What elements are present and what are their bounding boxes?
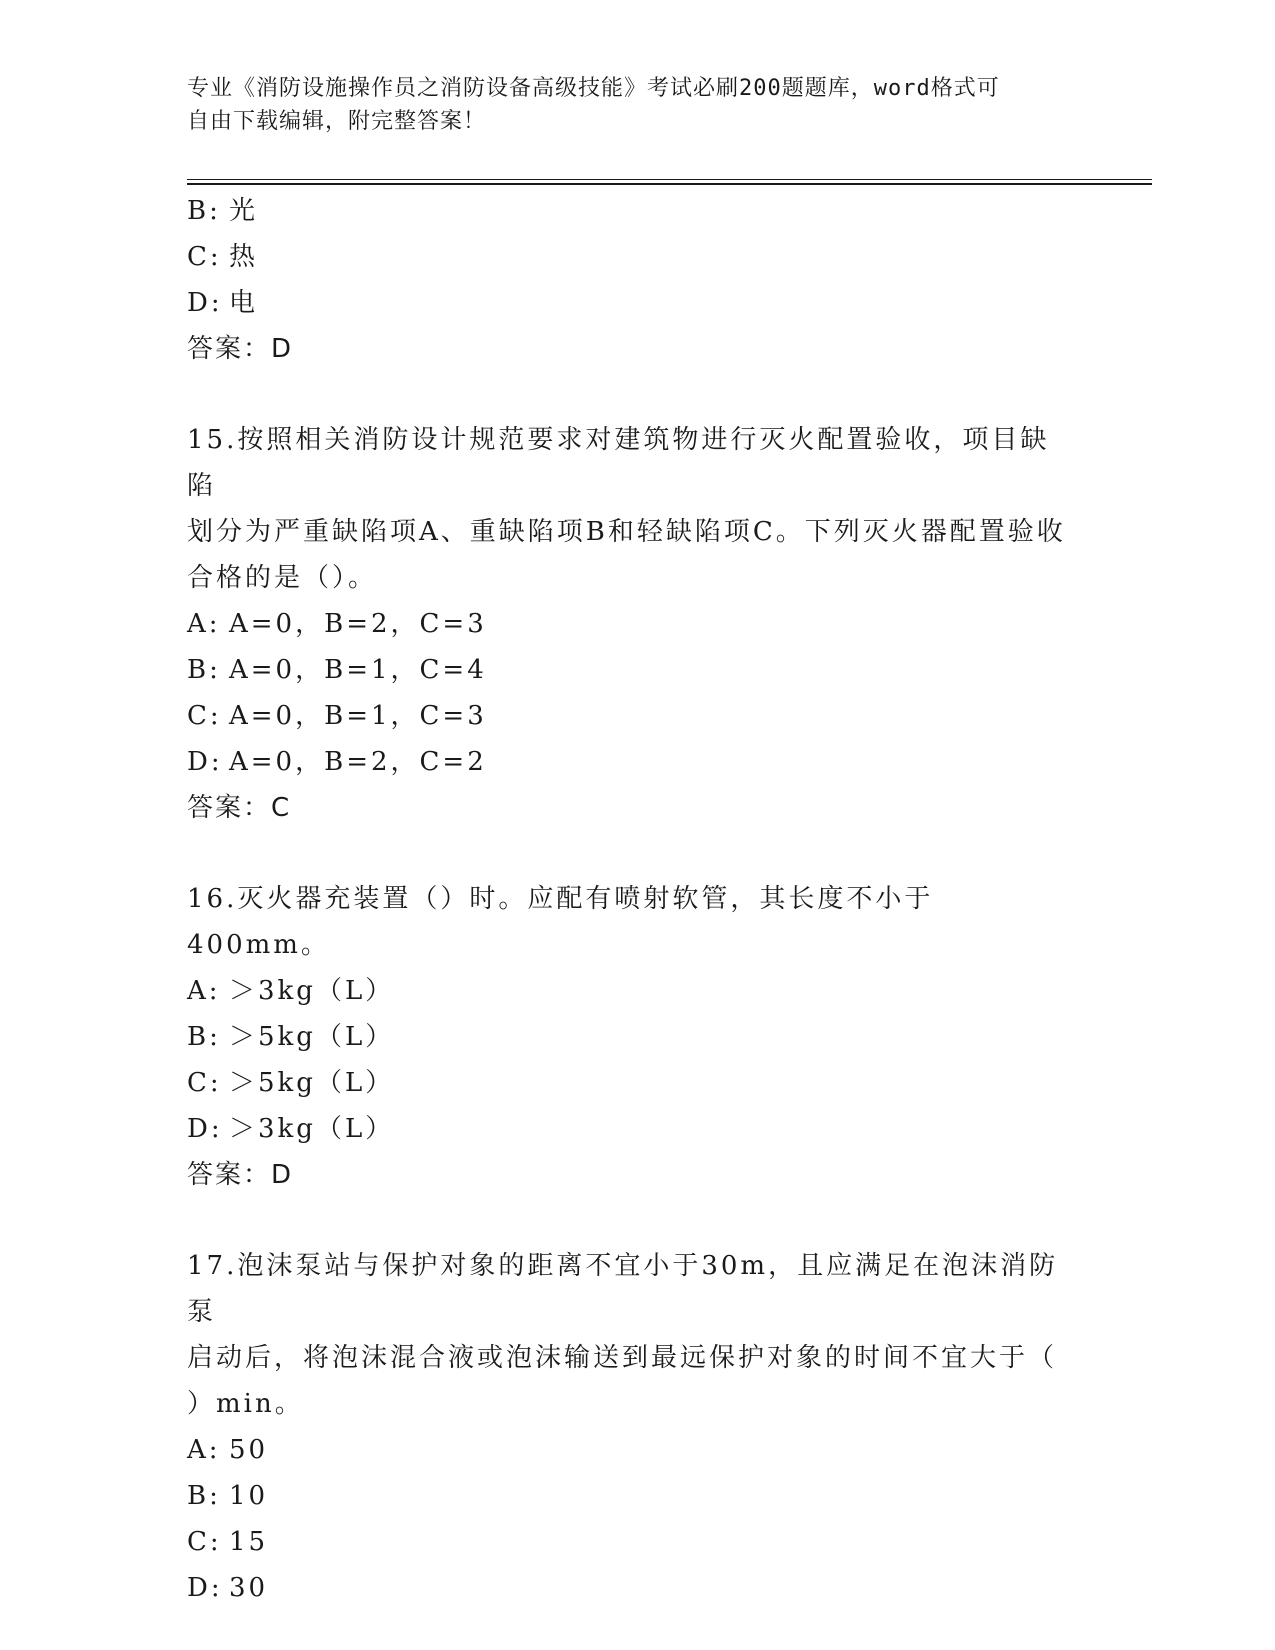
- option-key: D:: [187, 747, 223, 777]
- option-row: [187, 1473, 1087, 1519]
- question-line: 划分为严重缺陷项A、重缺陷项B和轻缺陷项C。下列灭火器配置验收: [187, 517, 1066, 547]
- option-key: C:: [187, 1068, 222, 1098]
- answer-line: 答案：D: [187, 1160, 294, 1190]
- option-text: A=0，B=1，C=4: [229, 655, 487, 685]
- option-key: D:: [187, 1573, 223, 1603]
- question-line: 15.按照相关消防设计规范要求对建筑物进行灭火配置验收，项目缺陷: [187, 425, 1050, 501]
- option-row: [187, 1014, 1087, 1060]
- question-line: 启动后，将泡沫混合液或泡沫输送到最远保护对象的时间不宜大于（: [187, 1343, 1058, 1373]
- option-key: C:: [187, 1527, 222, 1557]
- document-header: [187, 72, 1067, 138]
- option-key: D:: [187, 1114, 223, 1144]
- option-row: [187, 1060, 1087, 1106]
- option-text: A=0，B=2，C=2: [229, 747, 487, 777]
- option-key: B:: [187, 196, 221, 226]
- option-key: A:: [187, 609, 221, 639]
- option-key: A:: [187, 1435, 221, 1465]
- option-row: [187, 234, 1087, 280]
- question-line: 合格的是（）。: [187, 563, 378, 593]
- spacer: [187, 372, 1087, 417]
- option-key: A:: [187, 976, 221, 1006]
- question-text: [187, 417, 1067, 601]
- option-key: B:: [187, 655, 221, 685]
- option-row: [187, 601, 1087, 647]
- option-text: ＞5kg（L）: [229, 1068, 395, 1098]
- option-text: 30: [229, 1573, 269, 1603]
- option-text: 热: [229, 242, 259, 272]
- option-text: 15: [229, 1527, 269, 1557]
- option-row: [187, 1565, 1087, 1611]
- option-text: ＞3kg（L）: [229, 1114, 395, 1144]
- header-divider-thick: [187, 183, 1152, 185]
- option-row: [187, 739, 1087, 785]
- question-content: [187, 188, 1087, 1611]
- option-text: 10: [229, 1481, 269, 1511]
- option-row: [187, 188, 1087, 234]
- option-row: [187, 647, 1087, 693]
- question-text: [187, 1243, 1067, 1427]
- option-text: 光: [229, 196, 259, 226]
- question-14-block: [187, 188, 1087, 372]
- option-text: A=0，B=2，C=3: [229, 609, 487, 639]
- option-key: D:: [187, 288, 223, 318]
- option-row: [187, 1427, 1087, 1473]
- option-text: 50: [229, 1435, 269, 1465]
- question-line: ）min。: [187, 1389, 304, 1419]
- option-text: 电: [229, 288, 259, 318]
- option-key: C:: [187, 701, 222, 731]
- question-15-block: [187, 417, 1087, 831]
- option-key: C:: [187, 242, 222, 272]
- spacer: [187, 831, 1087, 876]
- option-text: ＞3kg（L）: [229, 976, 395, 1006]
- header-line-1: 专业《消防设施操作员之消防设备高级技能》考试必刷200题题库，word格式可: [187, 76, 1000, 101]
- header-divider-thin: [187, 179, 1152, 180]
- option-text: A=0，B=1，C=3: [229, 701, 487, 731]
- option-key: B:: [187, 1481, 221, 1511]
- question-17-block: [187, 1243, 1087, 1611]
- option-row: [187, 280, 1087, 326]
- option-text: ＞5kg（L）: [229, 1022, 395, 1052]
- header-line-2: 自由下载编辑，附完整答案！: [187, 109, 487, 134]
- option-row: [187, 1519, 1087, 1565]
- spacer: [187, 1198, 1087, 1243]
- option-row: [187, 693, 1087, 739]
- answer-line: 答案：D: [187, 334, 294, 364]
- question-line: 17.泡沫泵站与保护对象的距离不宜小于30m，且应满足在泡沫消防泵: [187, 1251, 1059, 1327]
- option-row: [187, 1106, 1087, 1152]
- question-text: [187, 876, 1067, 968]
- answer-line: 答案：C: [187, 793, 292, 823]
- question-16-block: [187, 876, 1087, 1198]
- option-row: [187, 968, 1087, 1014]
- option-key: B:: [187, 1022, 221, 1052]
- question-line: 16.灭火器充装置（）时。应配有喷射软管，其长度不小于400mm。: [187, 884, 934, 960]
